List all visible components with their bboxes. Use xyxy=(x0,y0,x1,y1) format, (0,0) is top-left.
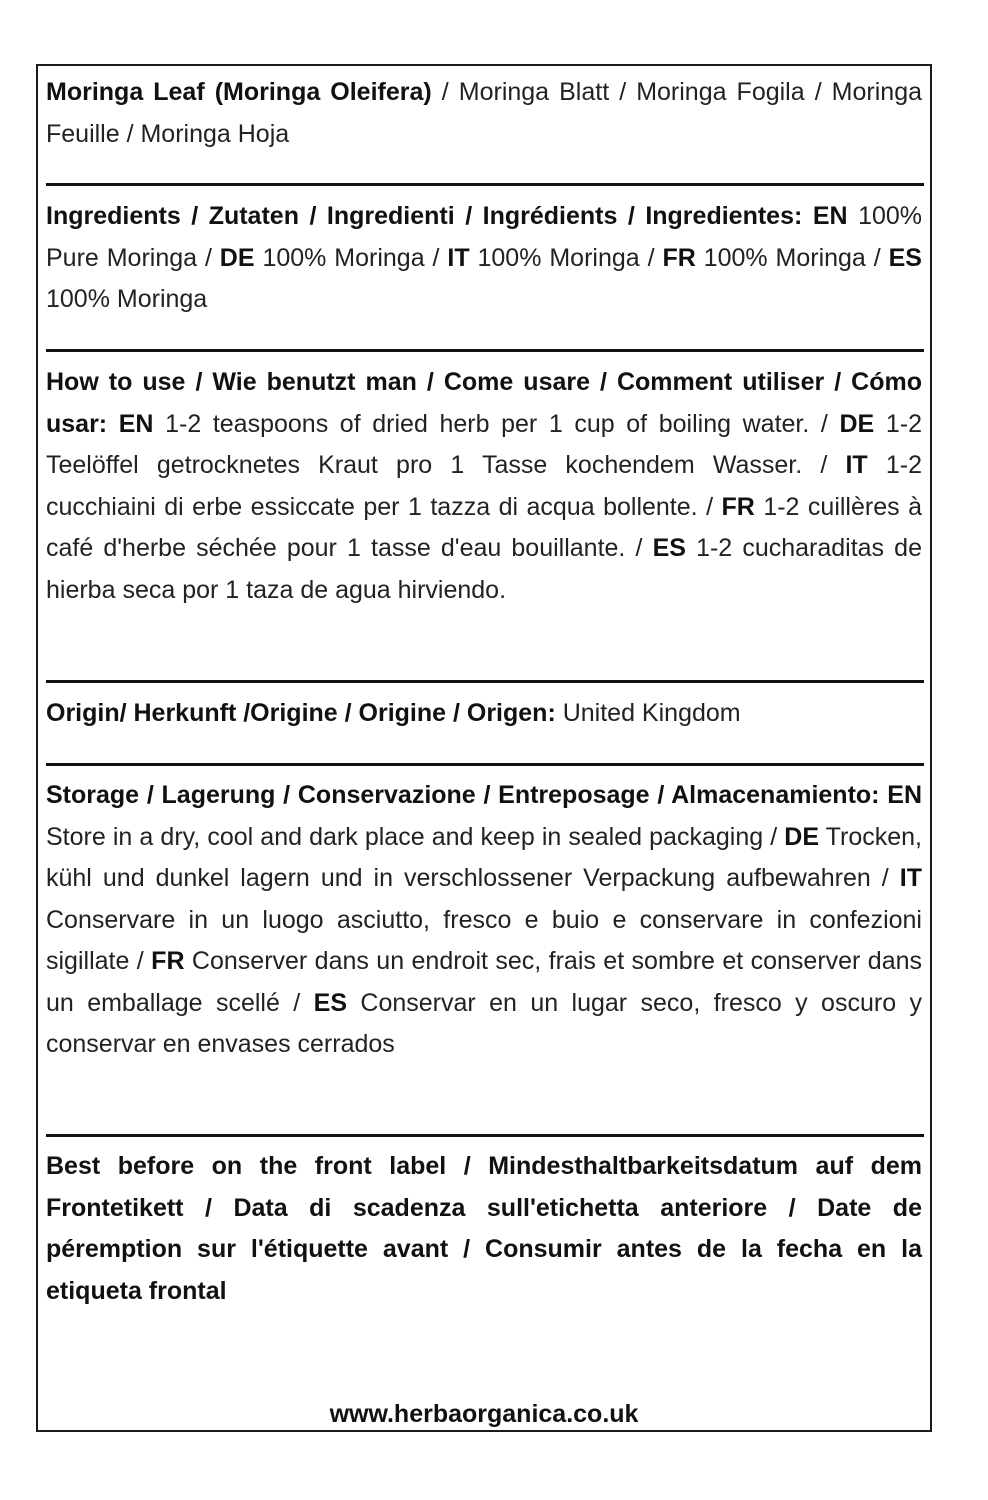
lang-code-it: IT xyxy=(845,451,868,479)
storage-heading: Storage / Lagerung / Conservazione / Entreposage / Almacenamiento: xyxy=(46,781,880,809)
product-name-translations: / Moringa Blatt / Moringa Fogila / Moringa Feuille / Moringa Hoja xyxy=(46,78,922,148)
website-link[interactable]: www.herbaorganica.co.uk xyxy=(329,1400,639,1428)
how-to-use-fr: 1-2 cuillères à café d'herbe séchée pour 1 tasse d'eau bouillante. / xyxy=(46,492,922,562)
best-before-text: Best before on the front label / Mindesthaltbarkeitsdatum auf dem Frontetikett / Data di scadenza sull'etichetta anteriore / Date de péremption sur l'étiquette avant / Consumir antes de la fecha en la etiqueta frontal xyxy=(46,1152,922,1305)
lang-code-it: IT xyxy=(899,864,923,892)
lang-code-de: DE xyxy=(784,822,820,851)
product-title xyxy=(46,72,922,155)
best-before-section xyxy=(46,1146,922,1312)
storage-it: Conservare in un luogo asciutto, fresco e buio e conservare in confezioni sigillate / xyxy=(46,905,922,975)
lang-code-es: ES xyxy=(888,243,922,272)
lang-code-es: ES xyxy=(313,988,347,1017)
lang-code-de: DE xyxy=(219,243,255,272)
ingredients-heading: Ingredients / Zutaten / Ingredienti / Ingrédients / Ingredientes: xyxy=(46,202,803,230)
lang-code-fr: FR xyxy=(151,947,185,975)
section-divider xyxy=(46,763,924,766)
lang-code-fr: FR xyxy=(662,243,696,272)
section-divider xyxy=(46,183,924,186)
lang-code-en: EN xyxy=(812,202,848,230)
how-to-use-en: 1-2 teaspoons of dried herb per 1 cup of boiling water. / xyxy=(165,409,828,438)
origin-heading: Origin/ Herkunft /Origine / Origine / Origen: xyxy=(46,699,556,727)
how-to-use-it: 1-2 cucchiaini di erbe essiccate per 1 tazza di acqua bollente. / xyxy=(46,451,923,521)
origin-section xyxy=(46,693,922,735)
product-label xyxy=(36,64,932,1432)
how-to-use-section xyxy=(46,362,922,611)
ingredients-it: 100% Moringa / xyxy=(477,243,655,272)
lang-code-en: EN xyxy=(118,409,154,438)
how-to-use-heading: How to use / Wie benutzt man / Come usare / Comment utiliser / Cómo usar: xyxy=(46,368,922,438)
section-divider xyxy=(46,349,924,352)
lang-code-es: ES xyxy=(652,534,686,562)
section-divider xyxy=(46,1134,924,1137)
storage-en: Store in a dry, cool and dark place and keep in sealed packaging / xyxy=(46,822,778,851)
origin-value: United Kingdom xyxy=(562,699,741,727)
storage-section xyxy=(46,775,922,1066)
storage-de: Trocken, kühl und dunkel lagern und in verschlossener Verpackung aufbewahren / xyxy=(46,822,922,892)
storage-es: Conservar en un lugar seco, fresco y oscuro y conservar en envases cerrados xyxy=(46,988,922,1058)
how-to-use-de: 1-2 Teelöffel getrocknetes Kraut pro 1 Tasse kochendem Wasser. / xyxy=(46,409,922,479)
lang-code-fr: FR xyxy=(721,492,755,521)
ingredients-es: 100% Moringa xyxy=(46,285,208,313)
lang-code-en: EN xyxy=(887,781,922,809)
ingredients-section xyxy=(46,196,922,321)
how-to-use-es: 1-2 cucharaditas de hierba seca por 1 taza de agua hirviendo. xyxy=(46,534,922,604)
lang-code-it: IT xyxy=(447,243,470,272)
lang-code-de: DE xyxy=(839,409,875,438)
product-name: Moringa Leaf (Moringa Oleifera) xyxy=(46,78,432,106)
ingredients-de: 100% Moringa / xyxy=(262,243,440,272)
ingredients-en: 100% Pure Moringa / xyxy=(46,202,923,272)
ingredients-fr: 100% Moringa / xyxy=(703,243,881,272)
storage-fr: Conserver dans un endroit sec, frais et sombre et conserver dans un emballage scellé / xyxy=(46,947,922,1017)
section-divider xyxy=(46,680,924,683)
